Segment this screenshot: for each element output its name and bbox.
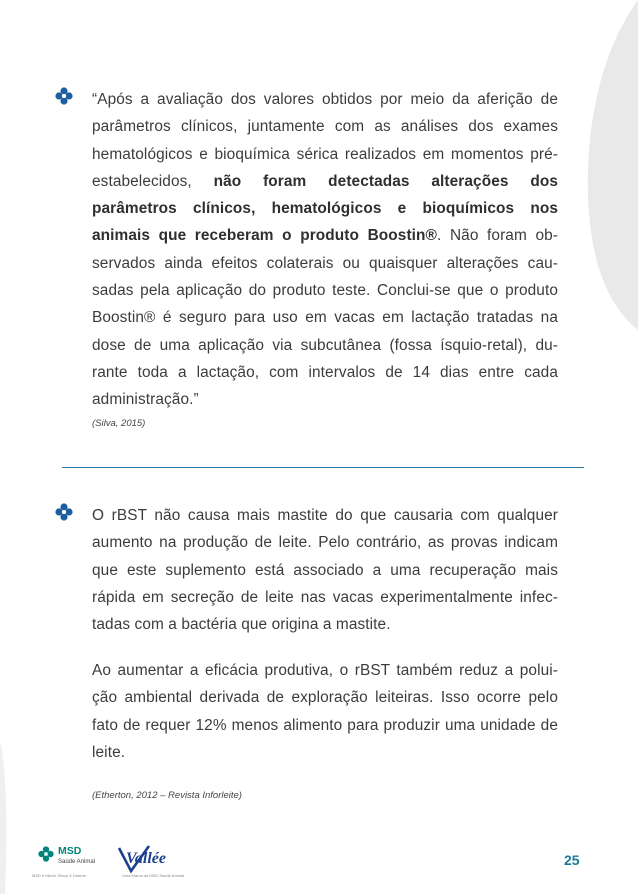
citation-silva: (Silva, 2015)	[92, 418, 146, 429]
vallee-subtitle: Uma Marca da MSD Saúde Animal	[122, 873, 185, 878]
section-divider	[62, 467, 584, 468]
msd-brand: MSD	[58, 845, 82, 857]
quote-text-end: . Não foram ob-servados ainda efeitos colaterais ou quaisquer alterações cau-sadas pela aplicação do produto teste. Conclui-se que o produto Boostin® é seguro para uso em vacas em lactação tratadas na dose de uma aplicação via subcutânea (fossa ísquio-retal), du-rante toda a lactação, com intervalos de 14 dias entre cada administração.”	[92, 227, 558, 409]
clover-bullet-icon	[55, 87, 73, 105]
quote-bold-text: não foram detectadas alterações dos parâmetros clínicos, hematológicos e bioquímicos nos animais que receberam o produto Boostin®	[92, 172, 558, 245]
msd-legal-text: MSD é Merck Sharp & Dohme	[32, 873, 86, 878]
msd-clover-icon	[38, 846, 54, 862]
page-number: 25	[564, 852, 580, 868]
quote-paragraph	[92, 86, 558, 414]
citation-etherton: (Etherton, 2012 – Revista Inforleite)	[92, 790, 242, 801]
rbst-mastitis-paragraph: O rBST não causa mais mastite do que causaria com qualquer aumento na produção de leite. Pelo contrário, as provas indicam que este suplemento está associado a uma recuperação mais rápida em secreção de leite nas vacas experimentalmente infec-tadas com a bactéria que origina a mastite.	[92, 507, 558, 634]
decorative-grey-arc	[578, 0, 638, 894]
msd-subtitle: Saúde Animal	[58, 859, 96, 865]
vallee-logo	[114, 842, 206, 882]
clover-bullet-icon	[55, 503, 73, 521]
quote-text-start: “Após a avaliação dos valores obtidos por meio da aferição de parâmetros clínicos, juntamente com as análises dos exames hematológicos e bioquímica sérica realizados em momentos pré-estabelecidos,	[92, 91, 558, 190]
vallee-brand: Vallée	[126, 850, 166, 867]
rbst-environment-paragraph: Ao aumentar a eficácia produtiva, o rBST também reduz a polui-ção ambiental derivada de exploração leiteiras. Isso ocorre pelo fato de requer 12% menos alimento para produzir uma unidade de leite.	[92, 662, 558, 761]
decorative-left-strip	[0, 740, 12, 894]
